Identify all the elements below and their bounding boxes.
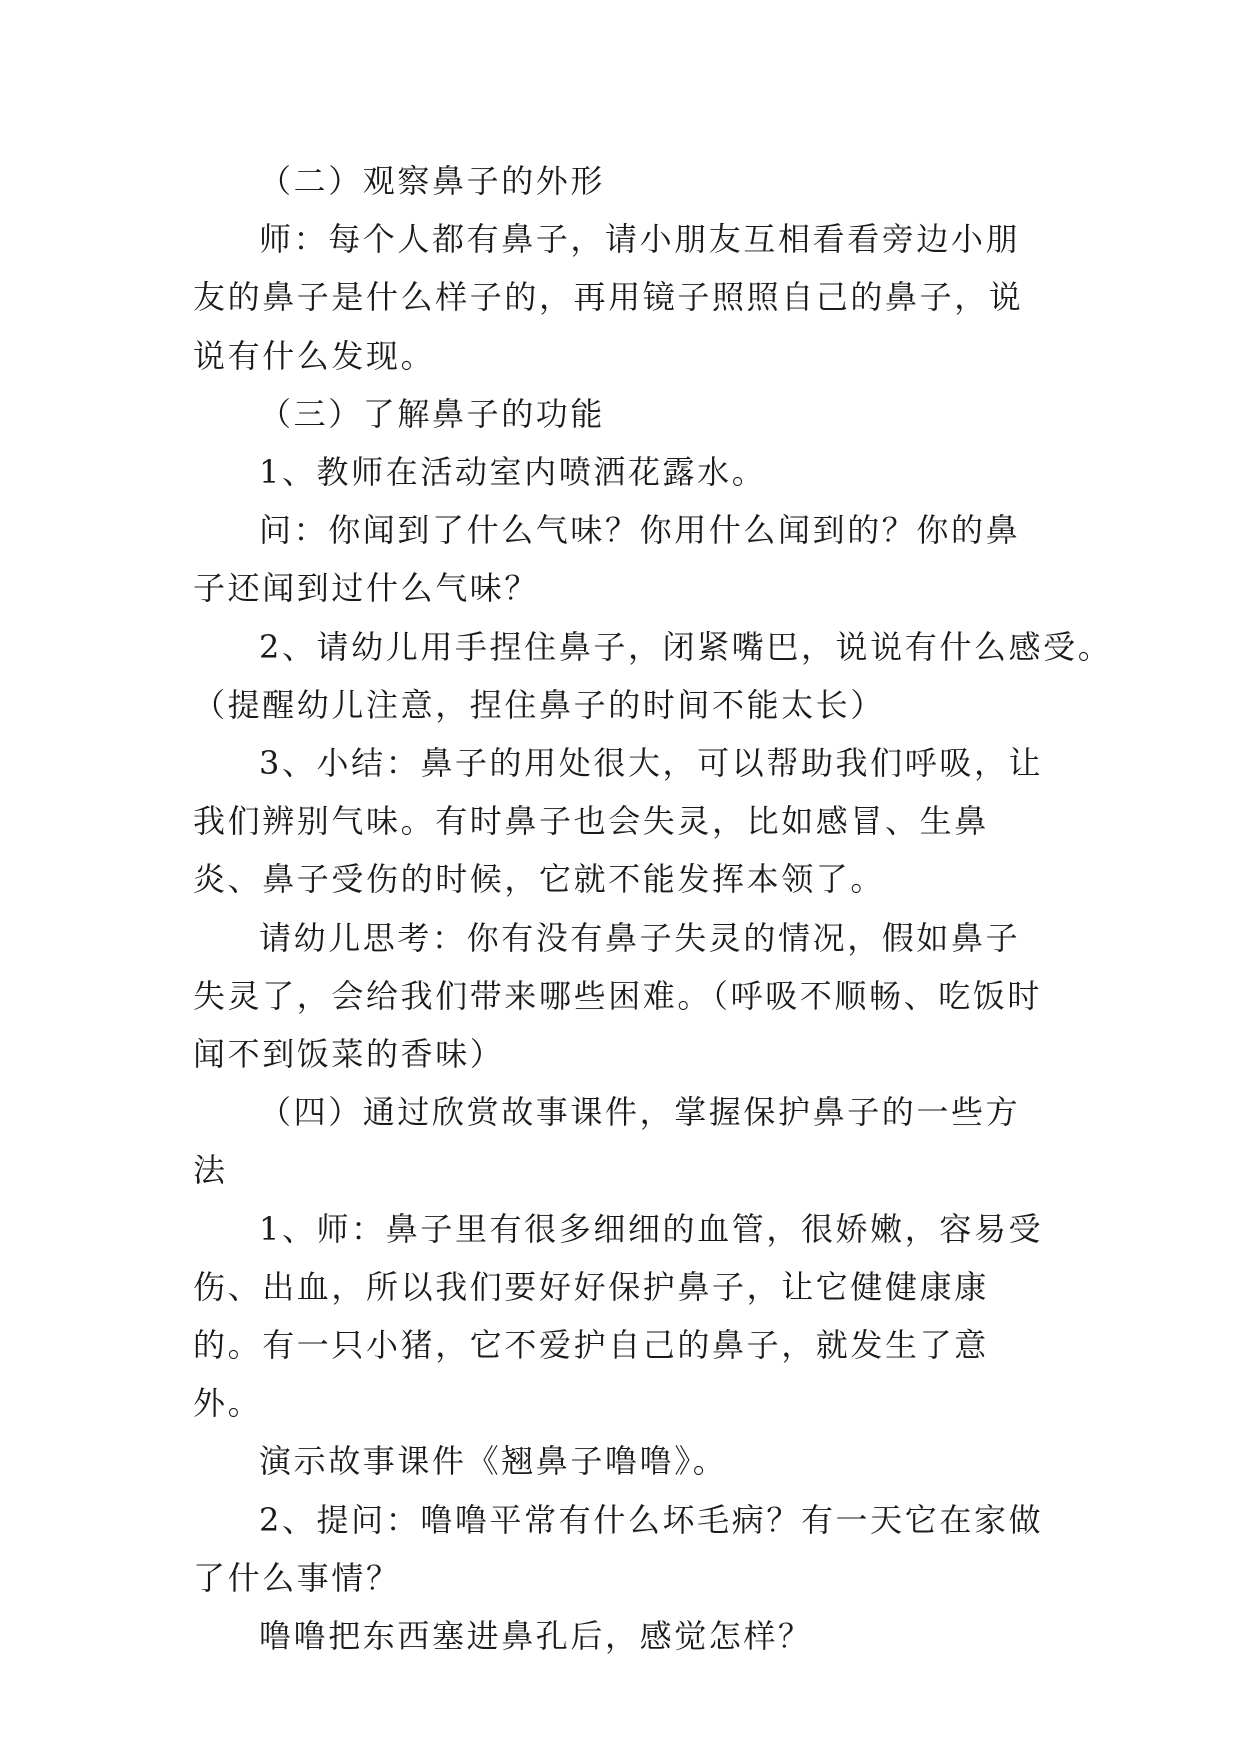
section-heading-4: （四）通过欣赏故事课件，掌握保护鼻子的一些方法 [193,1093,1021,1190]
paragraph: 师：每个人都有鼻子，请小朋友互相看看旁边小朋友的鼻子是什么样子的，再用镜子照照自己的鼻子，说说有什么发现。 [193,220,1024,375]
paragraph: 2、提问：噜噜平常有什么坏毛病？有一天它在家做了什么事情？ [193,1500,1044,1597]
paragraph: 问：你闻到了什么气味？你用什么闻到的？你的鼻子还闻到过什么气味？ [193,511,1021,608]
paragraph-note: （提醒幼儿注意，捏住鼻子的时间不能太长） [193,685,886,724]
paragraph: 演示故事课件《翘鼻子噜噜》。 [259,1442,728,1481]
paragraph: 请幼儿思考：你有没有鼻子失灵的情况，假如鼻子失灵了，会给我们带来哪些困难。（呼吸不顺畅、吃饭时闻不到饭菜的香味） [193,918,1043,1074]
paragraph: 3、小结：鼻子的用处很大，可以帮助我们呼吸，让我们辨别气味。有时鼻子也会失灵，比如感冒、生鼻炎、鼻子受伤的时候，它就不能发挥本领了。 [193,744,1044,899]
paragraph: 噜噜把东西塞进鼻孔后，感觉怎样？ [259,1617,813,1656]
section-heading-3: （三）了解鼻子的功能 [259,394,606,433]
document-body [193,152,1113,1665]
section-heading-2: （二）观察鼻子的外形 [259,162,606,200]
paragraph: 1、师：鼻子里有很多细细的血管，很娇嫩，容易受伤、出血，所以我们要好好保护鼻子，让它健健康康的。有一只小猪，它不爱护自己的鼻子，就发生了意外。 [193,1209,1044,1423]
paragraph: 2、请幼儿用手捏住鼻子，闭紧嘴巴，说说有什么感受。 [259,627,1113,666]
paragraph: 1、教师在活动室内喷洒花露水。 [259,453,767,492]
